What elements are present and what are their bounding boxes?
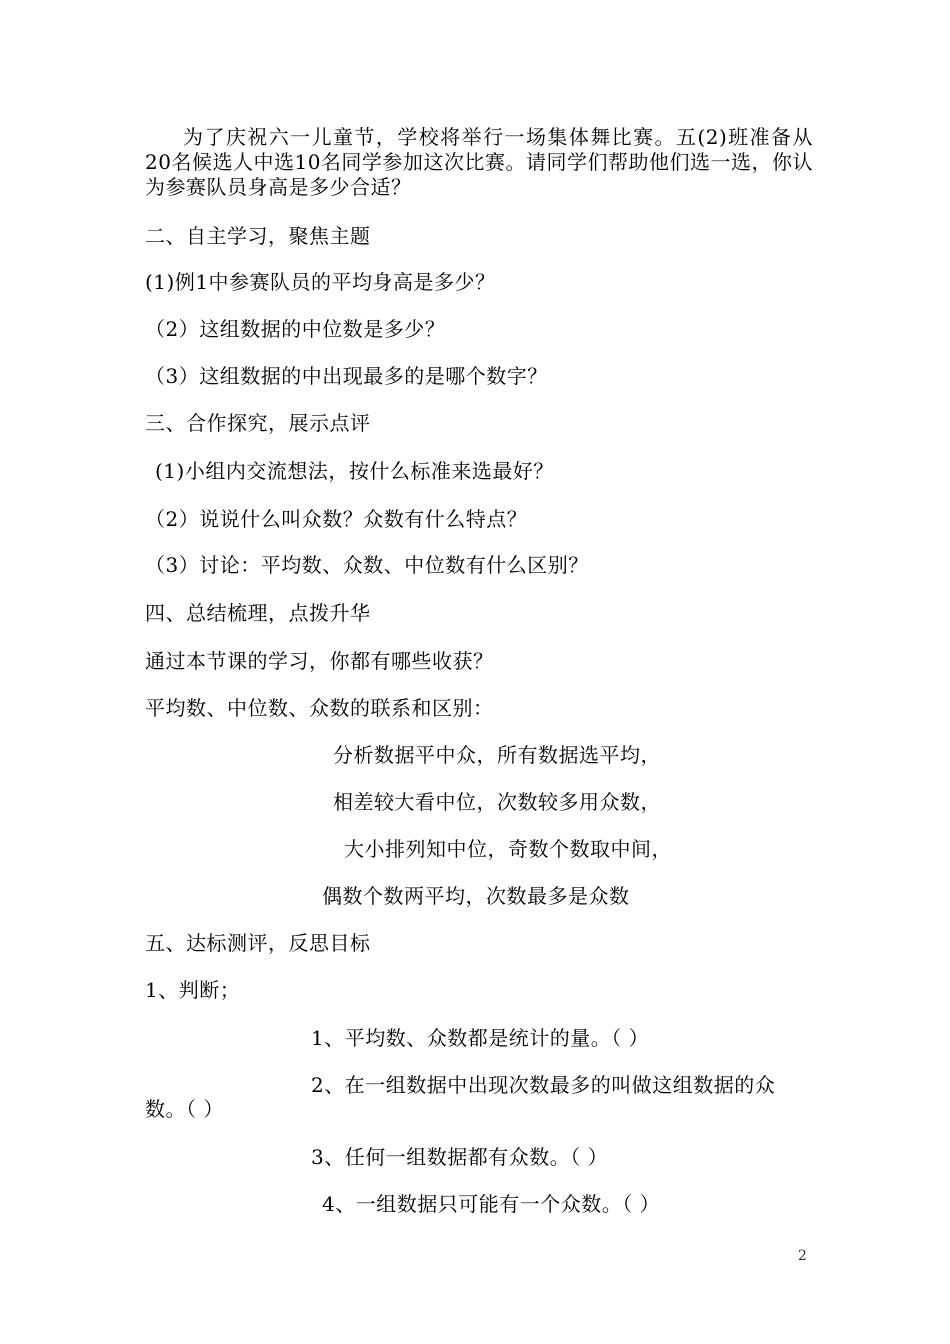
- section3-question-2: （2）说说什么叫众数？众数有什么特点？: [145, 507, 528, 531]
- section2-heading: 二、自主学习，聚焦主题: [145, 224, 371, 248]
- section4-text-1: 通过本节课的学习，你都有哪些收获？: [145, 649, 494, 673]
- judge-item-4: 4、一组数据只可能有一个众数。（ ）: [322, 1192, 661, 1216]
- verse-line-2: 相差较大看中位，次数较多用众数，: [333, 790, 661, 814]
- section5-heading: 五、达标测评，反思目标: [145, 931, 371, 955]
- section4-heading: 四、总结梳理，点拨升华: [145, 601, 371, 625]
- section3-heading: 三、合作探究，展示点评: [145, 411, 371, 435]
- verse-line-4: 偶数个数两平均，次数最多是众数: [322, 884, 630, 908]
- judge-item-2-line-1: 2、在一组数据中出现次数最多的叫做这组数据的众: [311, 1073, 776, 1097]
- judge-item-3: 3、任何一组数据都有众数。（ ）: [311, 1145, 609, 1169]
- verse-line-1: 分析数据平中众，所有数据选平均，: [333, 743, 661, 767]
- intro-paragraph: 为了庆祝六一儿童节，学校将举行一场集体舞比赛。五(2)班准备从20名候选人中选10名同学参加这次比赛。请同学们帮助他们选一选，你认为参赛队员身高是多少合适？: [145, 125, 813, 199]
- section3-question-1: (1)小组内交流想法，按什么标准来选最好？: [155, 459, 554, 483]
- section5-subheading: 1、判断；: [145, 978, 241, 1002]
- section4-text-2: 平均数、中位数、众数的联系和区别：: [145, 696, 494, 720]
- section2-question-2: （2）这组数据的中位数是多少？: [145, 317, 446, 341]
- section2-question-3: （3）这组数据的中出现最多的是哪个数字？: [145, 364, 548, 388]
- page-number: 2: [798, 1248, 807, 1264]
- section2-question-1: (1)例1中参赛队员的平均身高是多少？: [145, 270, 496, 294]
- verse-line-3: 大小排列知中位，奇数个数取中间，: [344, 837, 672, 861]
- judge-item-1: 1、平均数、众数都是统计的量。（ ）: [311, 1026, 650, 1050]
- judge-item-2-line-2: 数。（ ）: [145, 1097, 224, 1121]
- section3-question-3: （3）讨论：平均数、众数、中位数有什么区别？: [145, 553, 589, 577]
